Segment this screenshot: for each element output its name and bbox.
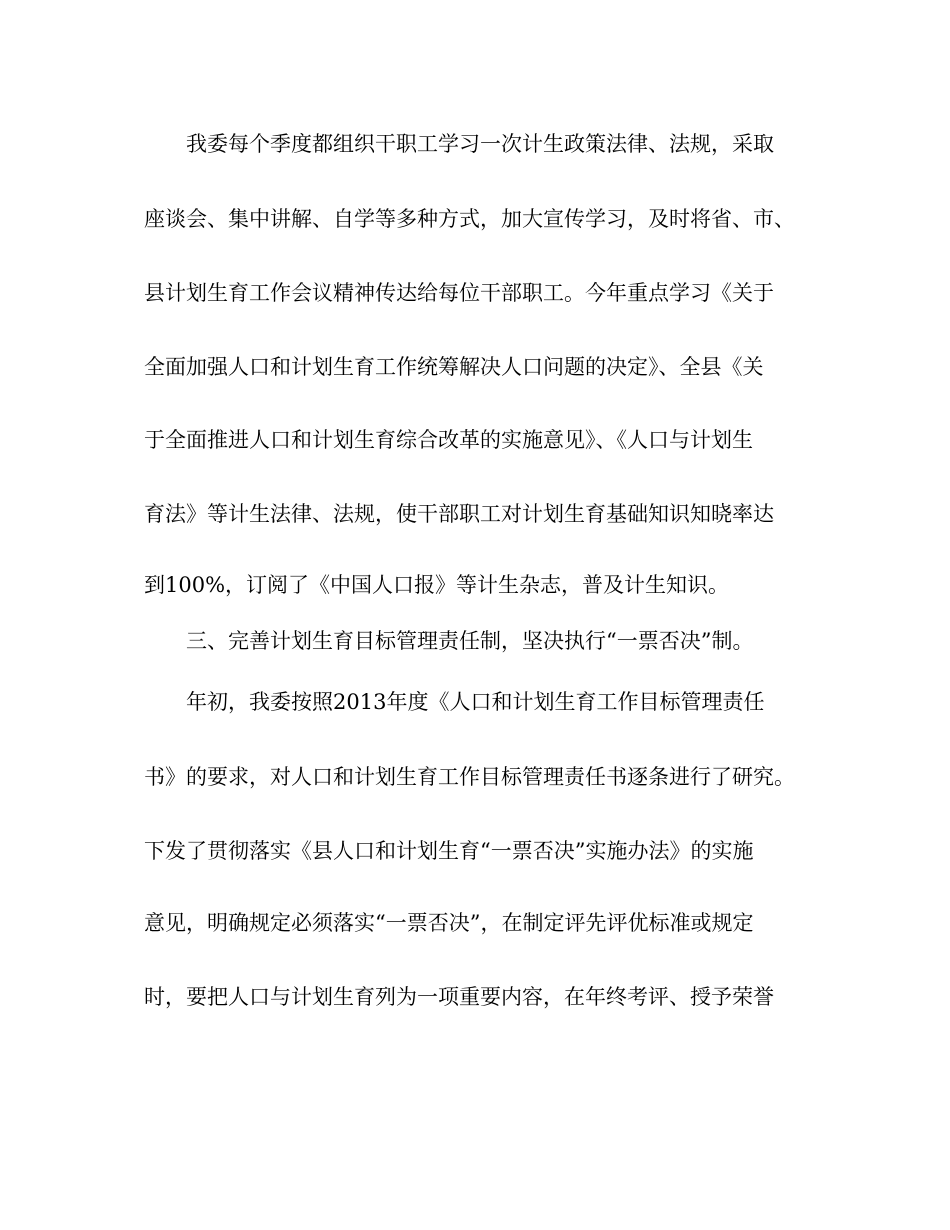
paragraph-1-line-5: 于全面推进人口和计划生育综合改革的实施意见》、《人口与计划生	[144, 428, 753, 452]
paragraph-1-line-7: 到100%，订阅了《中国人口报》等计生杂志，普及计生知识。	[144, 573, 730, 597]
paragraph-1-line-4: 全面加强人口和计划生育工作统筹解决人口问题的决定》、全县《关	[144, 355, 764, 379]
paragraph-2-line-3: 下发了贯彻落实《县人口和计划生育“一票否决”实施办法》的实施	[144, 839, 754, 863]
paragraph-2-line-4: 意见，明确规定必须落实“一票否决”，在制定评先评优标准或规定	[144, 911, 754, 935]
paragraph-1-line-1: 我委每个季度都组织干职工学习一次计生政策法律、法规，采取	[186, 132, 774, 156]
paragraph-2-line-2: 书》的要求，对人口和计划生育工作目标管理责任书逐条进行了研究。	[144, 765, 795, 789]
paragraph-1-line-6: 育法》等计生法律、法规，使干部职工对计划生育基础知识知晓率达	[144, 502, 774, 526]
paragraph-2-line-1: 年初，我委按照2013年度《人口和计划生育工作目标管理责任	[186, 690, 765, 714]
paragraph-2-line-5: 时，要把人口与计划生育列为一项重要内容，在年终考评、授予荣誉	[144, 985, 774, 1009]
paragraph-1-line-3: 县计划生育工作会议精神传达给每位干部职工。今年重点学习《关于	[144, 281, 774, 305]
paragraph-1-line-2: 座谈会、集中讲解、自学等多种方式，加大宣传学习，及时将省、市、	[144, 207, 795, 231]
section-heading: 三、完善计划生育目标管理责任制，坚决执行“一票否决”制。	[186, 629, 754, 653]
